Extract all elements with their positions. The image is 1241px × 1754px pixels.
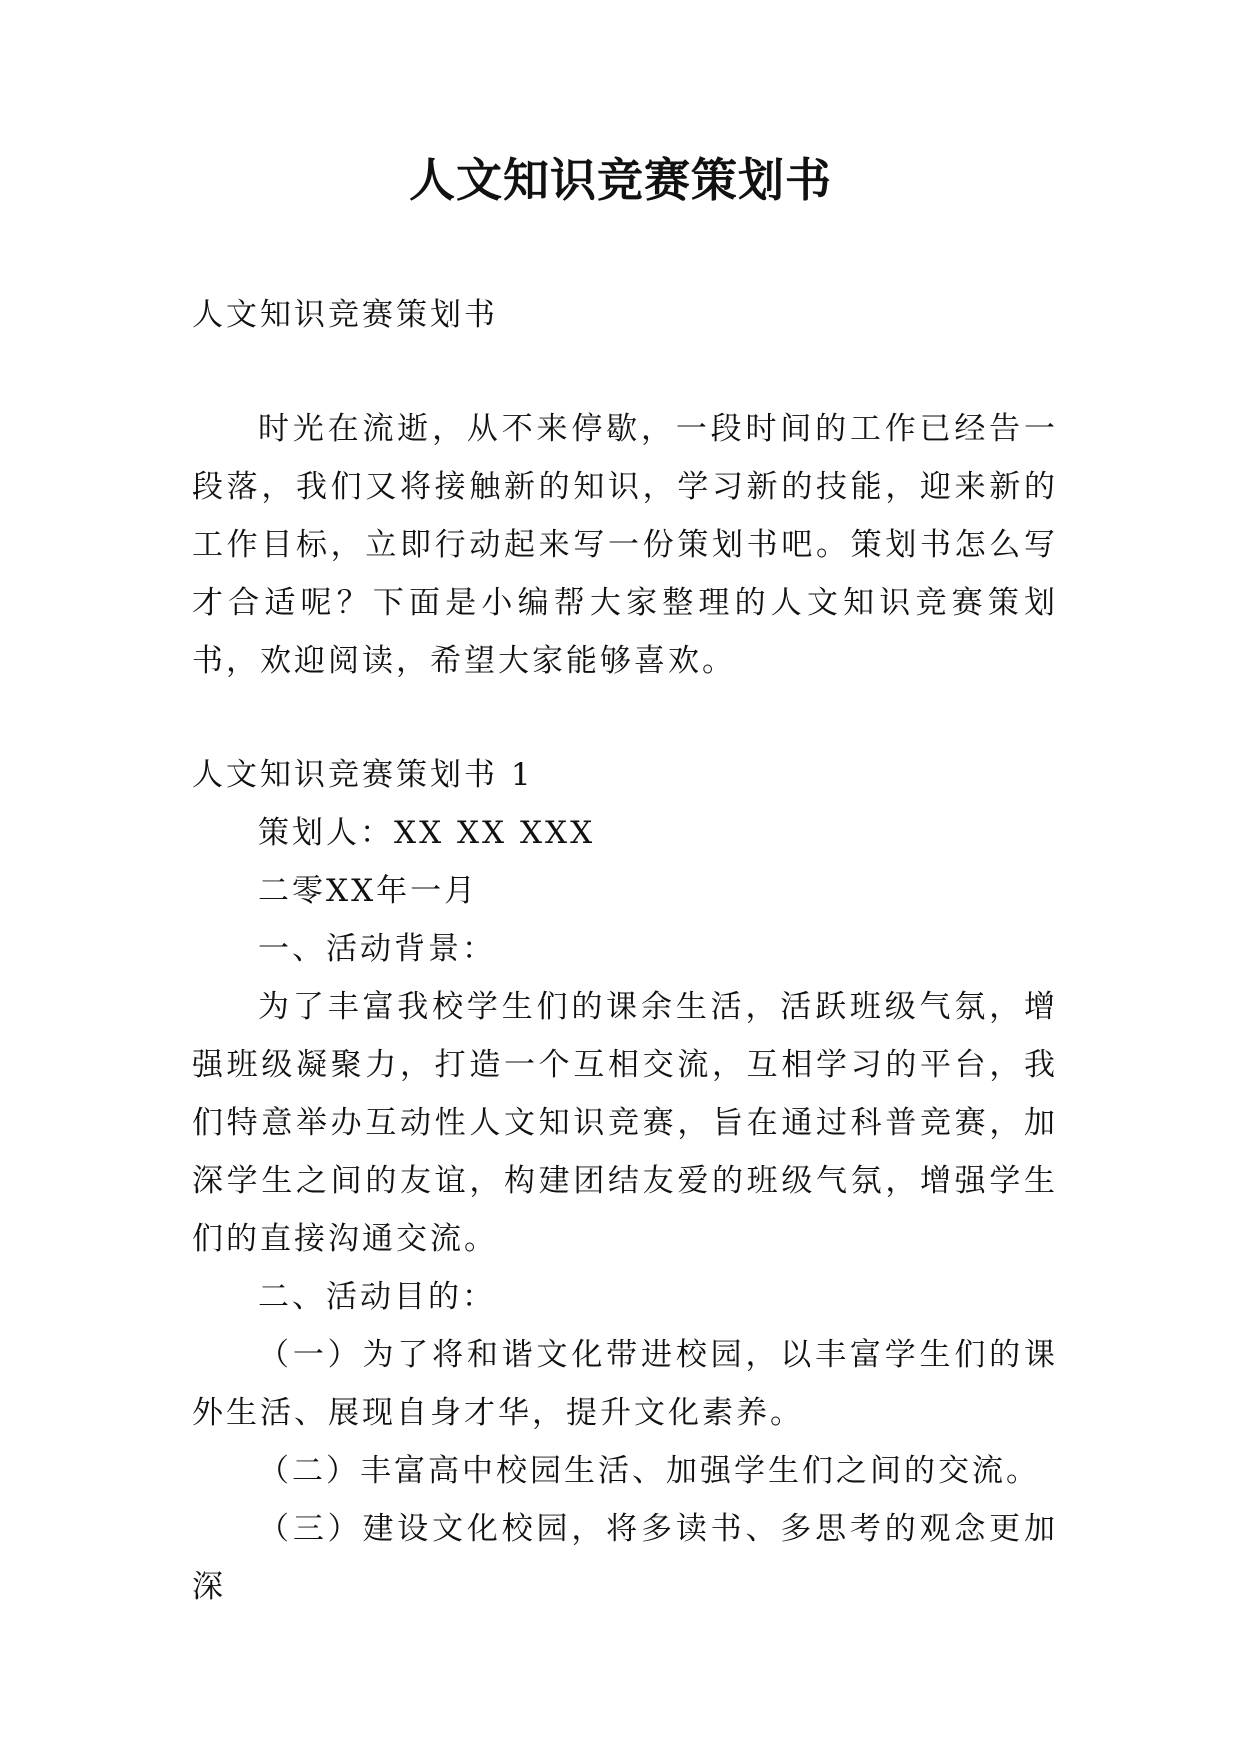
purpose-heading: 二、活动目的： — [258, 1279, 496, 1315]
intro-paragraph: 时光在流逝，从不来停歇，一段时间的工作已经告一段落，我们又将接触新的知识，学习新的技能，迎来新的工作目标，立即行动起来写一份策划书吧。策划书怎么写才合适呢？下面是小编帮大家整理的人文知识竞赛策划书，欢迎阅读，希望大家能够喜欢。 — [192, 411, 1058, 679]
document-body — [192, 286, 1058, 1616]
purpose-item: （三）建设文化校园，将多读书、多思考的观念更加深 — [192, 1511, 1058, 1605]
document-title: 人文知识竞赛策划书 — [409, 153, 832, 207]
background-paragraph: 为了丰富我校学生们的课余生活，活跃班级气氛，增强班级凝聚力，打造一个互相交流，互相学习的平台，我们特意举办互动性人文知识竞赛，旨在通过科普竞赛，加深学生之间的友谊，构建团结友爱的班级气氛，增强学生们的直接沟通交流。 — [192, 989, 1058, 1257]
planner-line: 策划人：XX XX XXX — [258, 815, 596, 851]
background-heading: 一、活动背景： — [258, 931, 496, 967]
date-line: 二零XX年一月 — [258, 873, 479, 909]
purpose-item: （二）丰富高中校园生活、加强学生们之间的交流。 — [258, 1453, 1040, 1489]
purpose-item: （一）为了将和谐文化带进校园，以丰富学生们的课外生活、展现自身才华，提升文化素养。 — [192, 1337, 1058, 1431]
section-heading: 人文知识竞赛策划书 1 — [192, 757, 534, 793]
document-subtitle: 人文知识竞赛策划书 — [192, 297, 498, 333]
